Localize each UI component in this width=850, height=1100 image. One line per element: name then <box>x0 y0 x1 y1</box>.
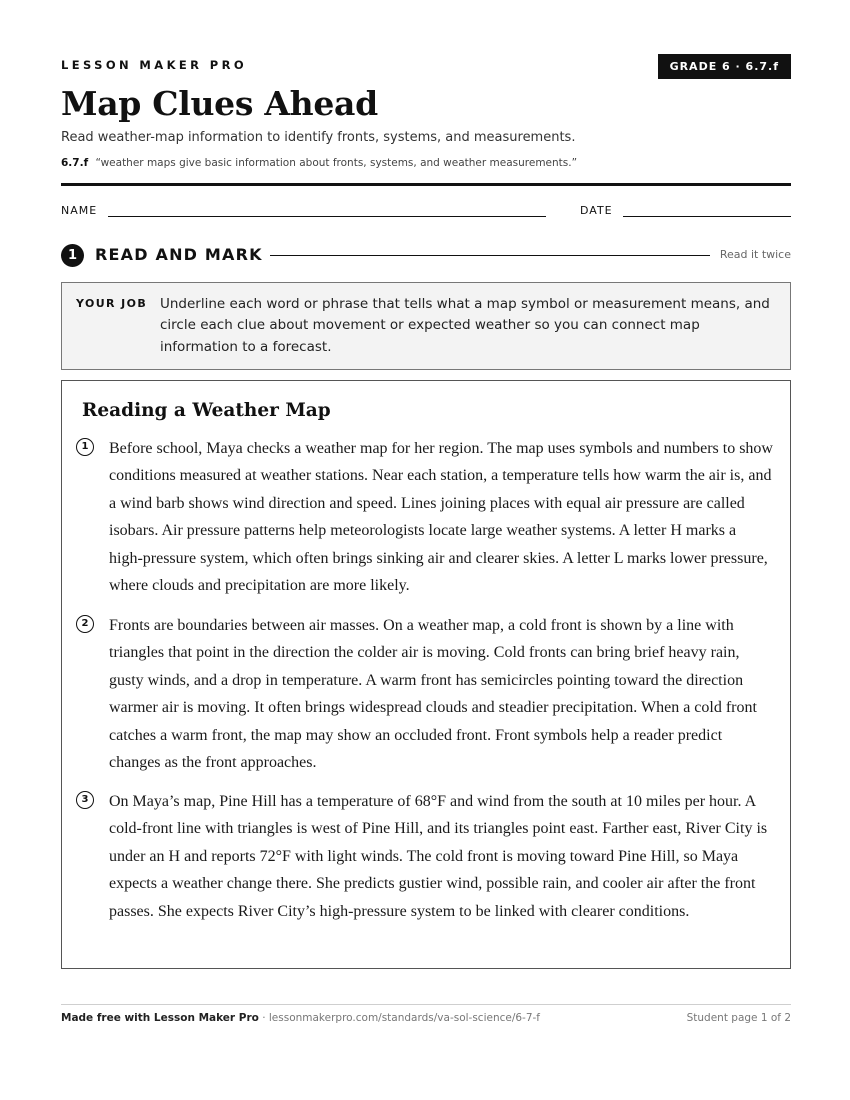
footer-page-number: Student page 1 of 2 <box>686 1012 791 1024</box>
paragraph-number-badge: 1 <box>76 438 94 456</box>
footer-divider <box>61 1004 791 1005</box>
paragraph-number-badge: 2 <box>76 615 94 633</box>
section-header <box>61 243 791 267</box>
name-field[interactable] <box>108 216 546 217</box>
your-job-text: Underline each word or phrase that tells what a map symbol or measurement means, and circle each clue about movement or expected weather so you can connect map information to a forecast. <box>160 296 770 355</box>
your-job-label: YOUR JOB <box>76 297 148 310</box>
date-label: DATE <box>580 204 613 217</box>
section-number-badge: 1 <box>61 244 84 267</box>
standard-code: 6.7.f <box>61 157 89 169</box>
section-divider <box>270 255 710 256</box>
paragraph-text: Fronts are boundaries between air masses. On a weather map, a cold front is shown by a line with triangles that point in the direction the colder air is moving. Cold fronts can bring brief heavy rain, gusty winds, and a drop in temperature. A warm front has semicircles pointing toward the direction warmer air is moving. It often brings widespread clouds and steadier precipitation. When a cold front catches a warm front, the map may show an occluded front. Front symbols help a reader predict changes as the front approaches. <box>109 617 757 772</box>
your-job-box <box>61 282 791 370</box>
standard-line <box>61 157 577 169</box>
reading-passage-box <box>61 380 791 969</box>
paragraph-text: On Maya’s map, Pine Hill has a temperature of 68°F and wind from the south at 10 miles per hour. A cold-front line with triangles is west of Pine Hill, and its triangles point east. Farther east, River City is under an H and reports 72°F with light winds. The cold front is moving toward Pine Hill, so Maya expects a weather change there. She predicts gustier wind, possible rain, and cooler air after the front passes. She expects River City’s high-pressure system to be linked with clearer conditions. <box>109 793 768 920</box>
footer-made-with: Made free with Lesson Maker Pro <box>61 1012 259 1024</box>
page-title: Map Clues Ahead <box>61 84 378 123</box>
brand-name: LESSON MAKER PRO <box>61 58 248 72</box>
footer-url-link[interactable]: lessonmakerpro.com/standards/va-sol-science/6-7-f <box>268 1012 541 1024</box>
grade-badge: GRADE 6 · 6.7.f <box>658 54 791 79</box>
name-date-fields <box>61 204 791 220</box>
standard-quote: “weather maps give basic information about fronts, systems, and weather measurements.” <box>95 157 578 169</box>
reading-title: Reading a Weather Map <box>82 400 331 421</box>
page-subtitle: Read weather-map information to identify fronts, systems, and measurements. <box>61 130 576 145</box>
name-label: NAME <box>61 204 98 217</box>
date-field[interactable] <box>623 216 791 217</box>
footer-separator: · <box>258 1012 269 1024</box>
section-title: READ AND MARK <box>95 245 263 264</box>
section-note: Read it twice <box>719 248 791 261</box>
paragraph-number-badge: 3 <box>76 791 94 809</box>
footer-credit <box>61 1012 540 1024</box>
header-divider <box>61 183 791 186</box>
paragraph-text: Before school, Maya checks a weather map for her region. The map uses symbols and numbers to show conditions measured at weather stations. Near each station, a temperature tells how warm the air is, and a wind barb shows wind direction and speed. Lines joining places with equal air pressure are called isobars. Air pressure patterns help meteorologists locate large weather systems. A letter H marks a high-pressure system, which often brings sinking air and clearer skies. A letter L marks lower pressure, where clouds and precipitation are more likely. <box>109 440 773 595</box>
